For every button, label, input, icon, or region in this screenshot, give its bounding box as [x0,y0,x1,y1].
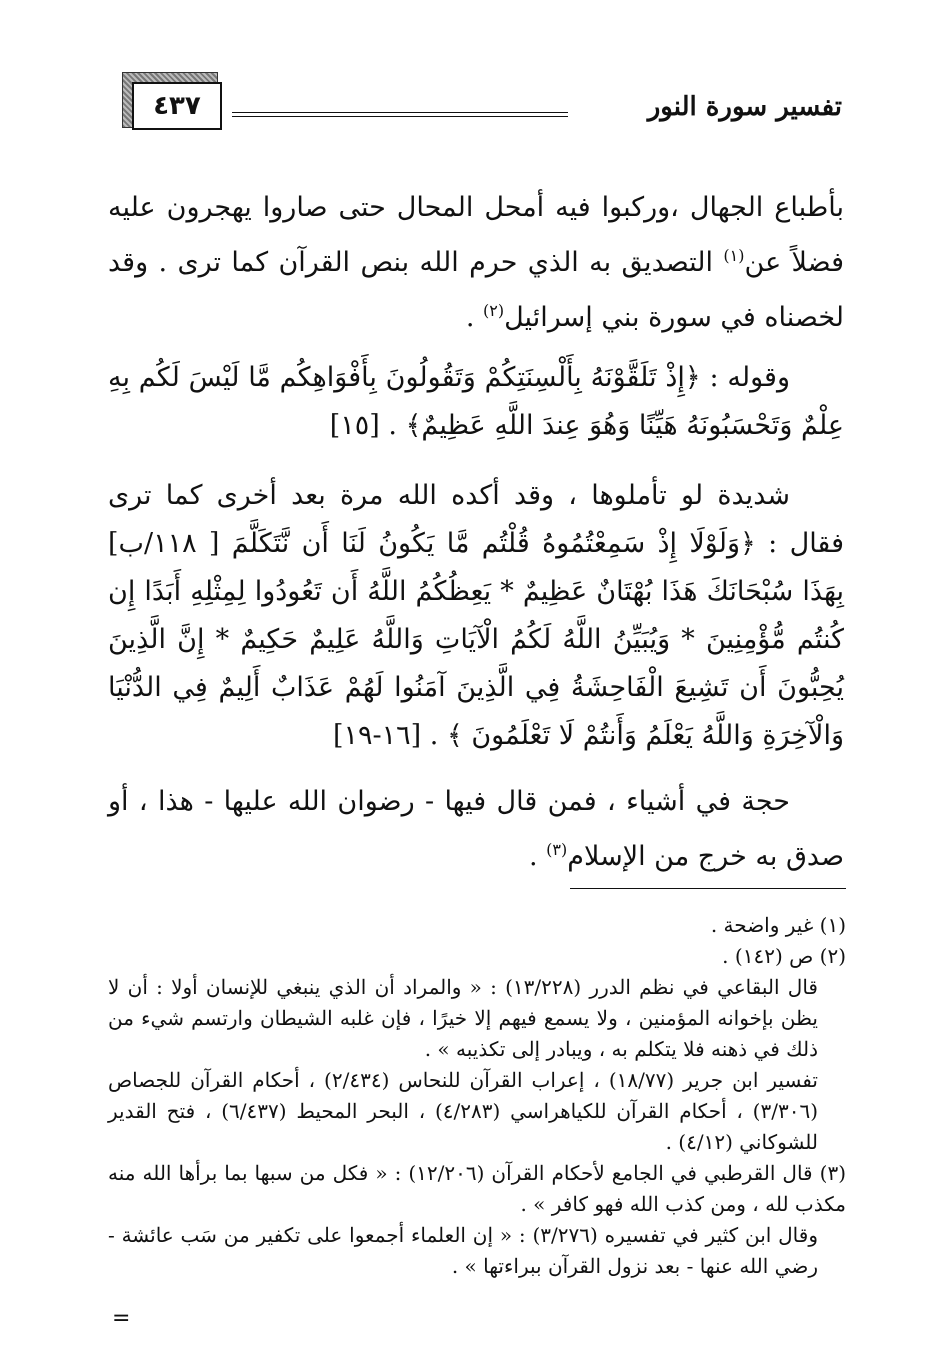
paragraph-2-verse-15: وقوله : ﴿إِذْ تَلَقَّوْنَهُ بِأَلْسِنَتِكُمْ وَتَقُولُونَ بِأَفْوَاهِكُم مَّا لَيْسَ لَكُم بِهِ عِلْمٌ وَتَحْسَبُونَهُ هَيِّنًا وَهُوَ عِندَ اللَّهِ عَظِيمٌ﴾ . [١٥] [108,362,844,441]
footnotes [108,910,846,1282]
footnote-2: (٢) ص (١٤٢) . [722,944,846,968]
footnote-1: (١) غير واضحة . [710,913,846,937]
paragraph-4-text-b: . [528,841,547,872]
page-number: ٤٣٧ [132,82,222,130]
continuation-mark: = [112,1306,131,1331]
footnote-2-quote: قال البقاعي في نظم الدرر (١٣/٢٢٨) : « والمراد أن الذي ينبغي للإنسان أولا : أن لا يظن بإخوانه المؤمنين ، ولا يسمع فيهم إلا خيرًا ، فإن غلبه الشيطان وارتسم شيء من ذلك في ذهنه فلا يتكلم به ، ويبادر إلى تكذيبه » . [108,975,818,1061]
paragraph-1-text-b: التصديق به الذي حرم الله بنص القرآن كما ترى . وقد لخصناه في سورة بني إسرائيل [108,247,844,333]
paragraph-1 [108,184,844,342]
footnote-3: (٣) قال القرطبي في الجامع لأحكام القرآن (١٢/٢٠٦) : « فكل من سبها بما برأها الله منه مكذب لله ، ومن كذب الله فهو كافر » . [108,1161,846,1216]
paragraph-1-text: بأطباع الجهال ،وركبوا فيه أمحل المحال حتى صاروا يهجرون عليه فضلاً عن [108,192,844,278]
running-title: تفسير سورة النور [647,92,842,122]
paragraph-4 [108,778,844,881]
header-rule [232,112,568,117]
page-number-frame [122,72,220,130]
paragraph-1-text-c: . [465,302,484,333]
paragraph-4-text: حجة في أشياء ، فمن قال فيها - رضوان الله عليها - هذا ، أو صدق به خرج من الإسلام [108,786,844,872]
footnote-separator [570,888,846,889]
footnote-ref-3: (٣) [546,840,568,859]
footnote-3-quote: وقال ابن كثير في تفسيره (٣/٢٧٦) : « إن العلماء أجمعوا على تكفير من سَب عائشة - رضي الله عنها - بعد نزول القرآن ببراءتها » . [108,1223,818,1278]
footnote-2-sources: تفسير ابن جرير (١٨/٧٧) ، إعراب القرآن للنحاس (٢/٤٣٤) ، أحكام القرآن للجصاص (٣/٣٠٦) ، أحكام القرآن للكياهراسي (٤/٢٨٣) ، البحر المحيط (٦/٤٣٧) ، فتح القدير للشوكاني (٤/١٢) . [108,1068,819,1154]
footnote-ref-2: (٢) [483,301,505,320]
paragraph-3-verses-16-19: شديدة لو تأملوها ، وقد أكده الله مرة بعد أخرى كما ترى فقال : ﴿وَلَوْلَا إِذْ سَمِعْتُمُوهُ قُلْتُم مَّا يَكُونُ لَنَا أَن نَّتَكَلَّمَ [ ١١٨/ب] بِهَذَا سُبْحَانَكَ هَذَا بُهْتَانٌ عَظِيمٌ * يَعِظُكُمُ اللَّهُ أَن تَعُودُوا لِمِثْلِهِ أَبَدًا إِن كُنتُم مُّؤْمِنِينَ * وَيُبَيِّنُ اللَّهُ لَكُمُ الْآيَاتِ وَاللَّهُ عَلِيمٌ حَكِيمٌ * إِنَّ الَّذِينَ يُحِبُّونَ أَن تَشِيعَ الْفَاحِشَةُ فِي الَّذِينَ آمَنُوا لَهُمْ عَذَابٌ أَلِيمٌ فِي الدُّنْيَا وَالْآخِرَةِ وَاللَّهُ يَعْلَمُ وَأَنتُمْ لَا تَعْلَمُونَ ﴾ . [١٦-١٩] [108,480,844,751]
footnote-ref-1: (١) [723,246,745,265]
